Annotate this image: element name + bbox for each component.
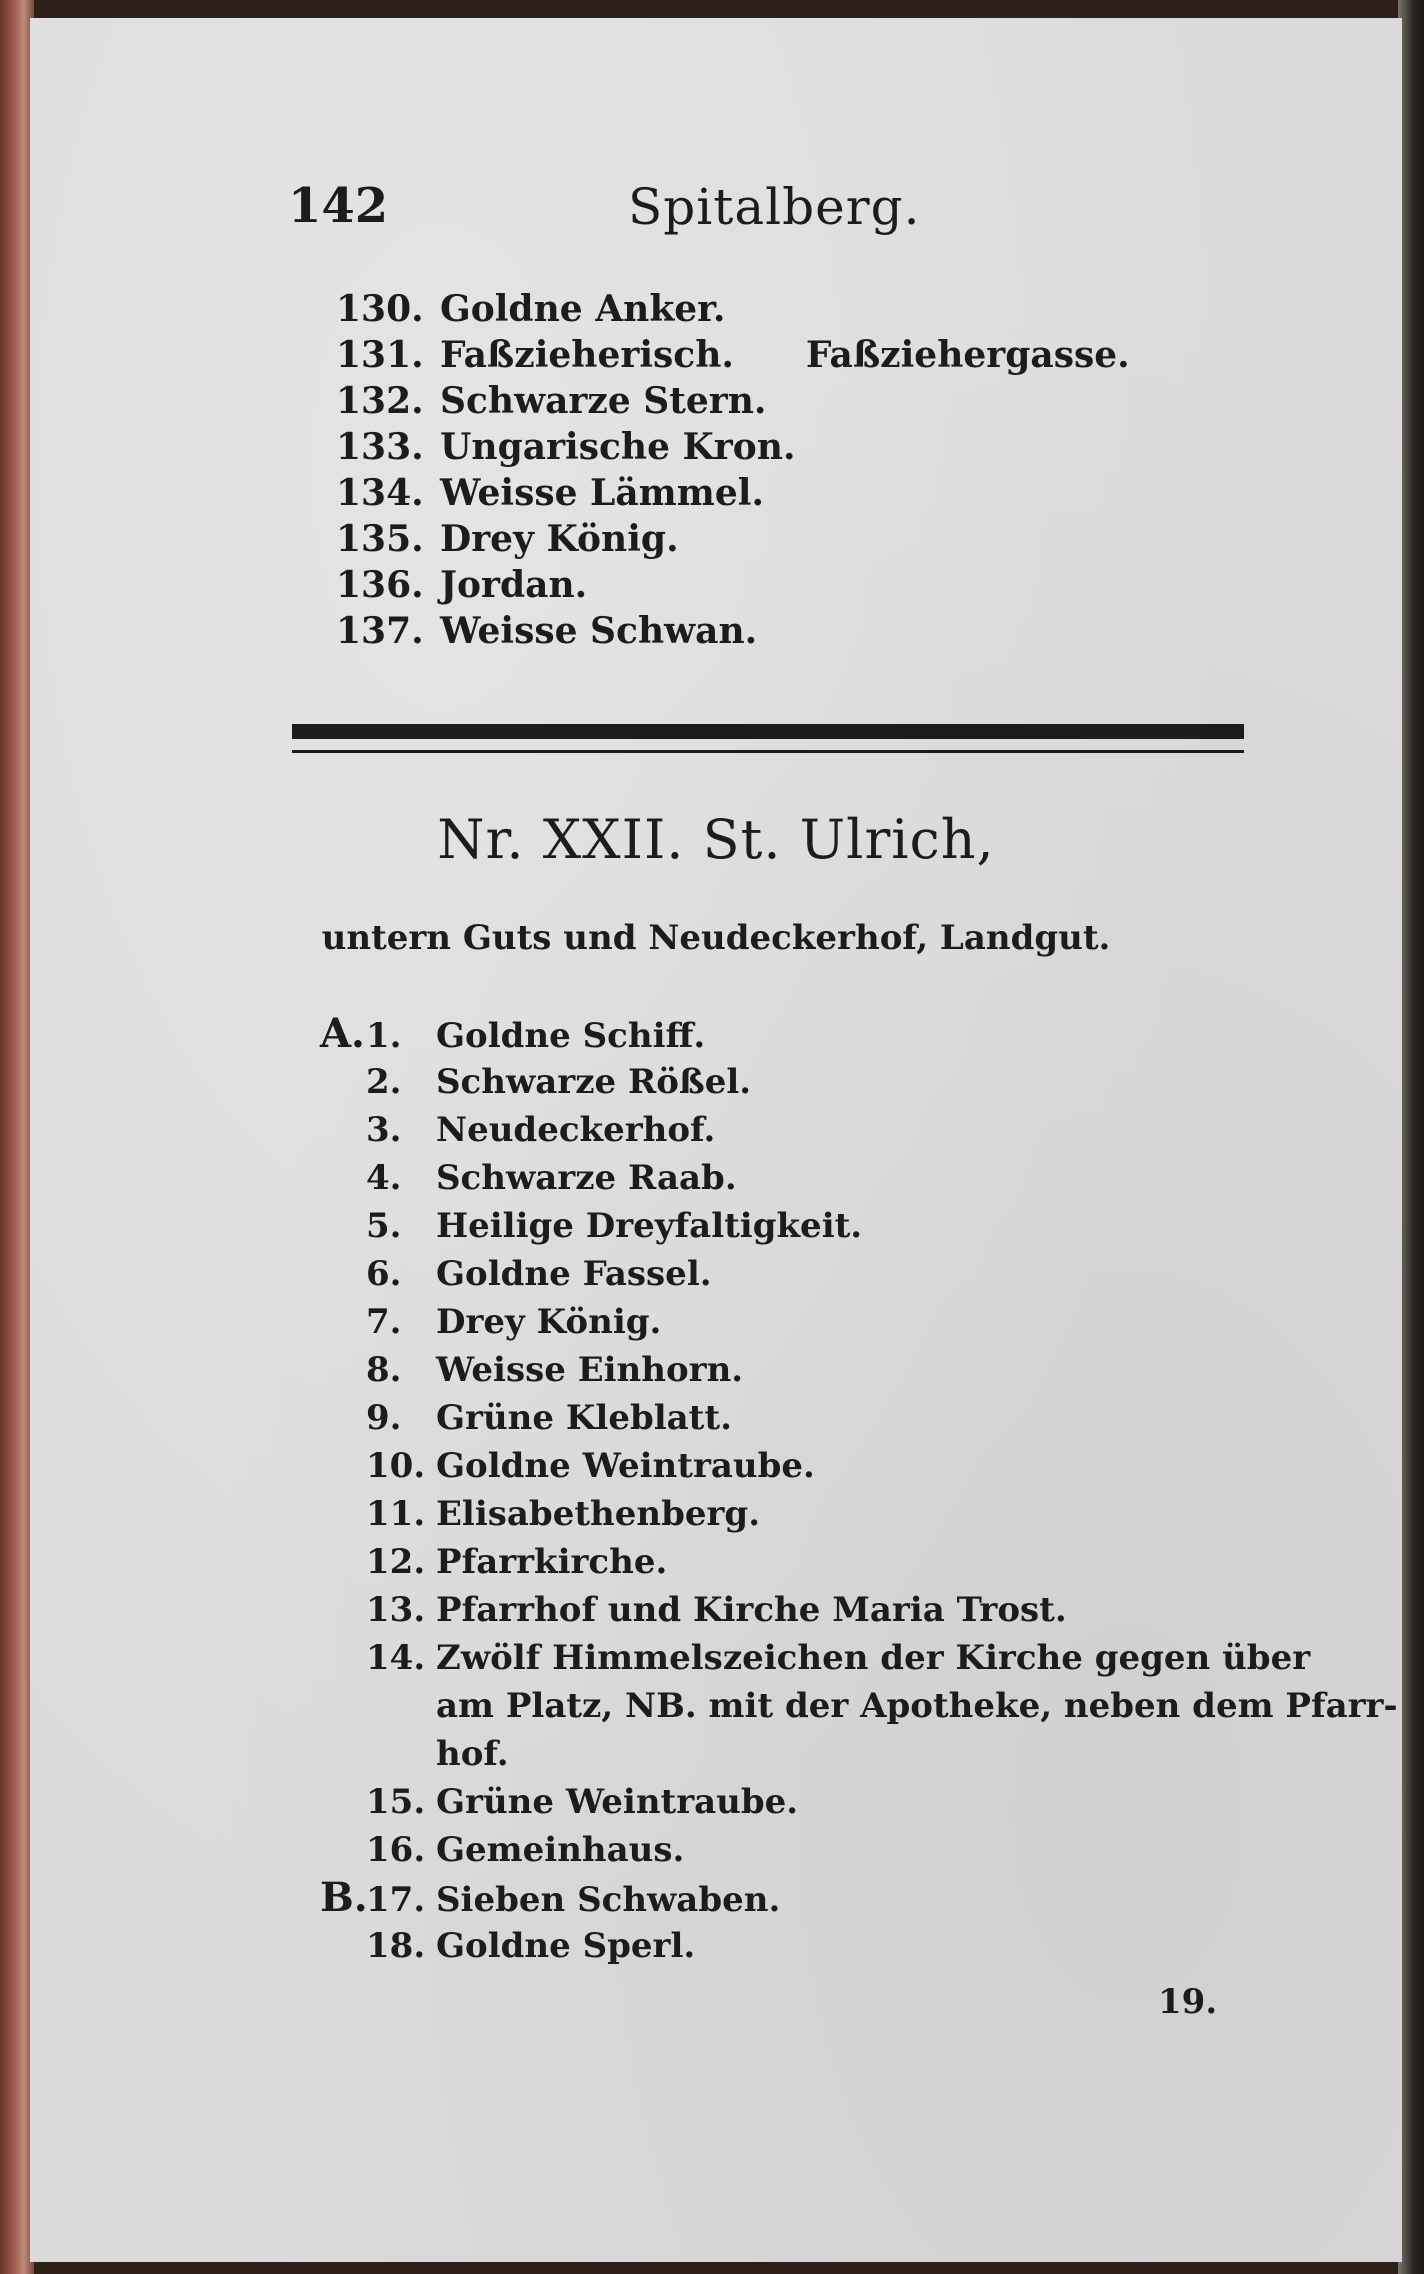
list-item <box>336 516 1130 562</box>
item-label: Goldne Weintraube. <box>436 1446 815 1486</box>
item-number: 7. <box>366 1302 402 1342</box>
list-item <box>320 1490 1398 1538</box>
item-number: 134. <box>336 472 424 514</box>
list-item <box>320 1922 1398 1970</box>
item-label: Schwarze Rößel. <box>436 1062 752 1102</box>
item-number: 5. <box>366 1206 402 1246</box>
book-page <box>30 18 1402 2262</box>
house-list-st-ulrich <box>320 1010 1398 1970</box>
list-item <box>320 1442 1398 1490</box>
item-label: Drey König. <box>440 518 679 560</box>
list-item <box>320 1106 1398 1154</box>
item-label: Weisse Lämmel. <box>440 472 764 514</box>
item-number: 130. <box>336 288 424 330</box>
list-item <box>320 1154 1398 1202</box>
list-item <box>336 470 1130 516</box>
item-label: Weisse Schwan. <box>440 610 758 652</box>
item-number: 14. <box>366 1638 426 1678</box>
item-number: 9. <box>366 1398 402 1438</box>
list-item <box>320 1202 1398 1250</box>
item-label: Drey König. <box>436 1302 662 1342</box>
item-number: 11. <box>366 1494 426 1534</box>
item-number: 133. <box>336 426 424 468</box>
page-header <box>30 178 1402 258</box>
list-item-continuation <box>320 1730 1398 1778</box>
list-item <box>320 1298 1398 1346</box>
item-number: 12. <box>366 1542 426 1582</box>
running-title: Spitalberg. <box>628 178 921 236</box>
section-title <box>30 808 1402 871</box>
list-item <box>336 332 1130 378</box>
item-number: 16. <box>366 1830 426 1870</box>
list-item <box>320 1346 1398 1394</box>
item-label: am Platz, NB. mit der Apotheke, neben dem Pfarr- <box>436 1686 1398 1726</box>
item-label: Schwarze Raab. <box>436 1158 737 1198</box>
list-item <box>320 1826 1398 1874</box>
item-label: hof. <box>436 1734 509 1774</box>
section-number: Nr. XXII. <box>437 808 685 871</box>
item-number: 13. <box>366 1590 426 1630</box>
list-item <box>320 1874 1398 1922</box>
item-label: Faßzieherisch. <box>440 334 734 376</box>
item-label: Goldne Fassel. <box>436 1254 712 1294</box>
list-item <box>320 1778 1398 1826</box>
list-item <box>336 378 1130 424</box>
item-label: Goldne Sperl. <box>436 1926 696 1966</box>
list-item-continuation <box>320 1682 1398 1730</box>
item-label: Grüne Weintraube. <box>436 1782 799 1822</box>
item-label: Weisse Einhorn. <box>436 1350 744 1390</box>
item-number: 18. <box>366 1926 426 1966</box>
item-label: Heilige Dreyfaltigkeit. <box>436 1206 863 1246</box>
item-number: 131. <box>336 334 424 376</box>
item-label: Ungarische Kron. <box>440 426 796 468</box>
item-number: 17. <box>366 1880 426 1920</box>
house-list-spitalberg <box>336 286 1130 654</box>
group-letter: B. <box>320 1874 368 1921</box>
section-divider-thick <box>292 724 1244 739</box>
list-item <box>320 1058 1398 1106</box>
item-number: 10. <box>366 1446 426 1486</box>
item-label: Gemeinhaus. <box>436 1830 685 1870</box>
list-item <box>336 608 1130 654</box>
item-label: Goldne Schiff. <box>436 1016 706 1056</box>
item-number: 1. <box>366 1016 402 1056</box>
item-label: Pfarrhof und Kirche Maria Trost. <box>436 1590 1067 1630</box>
list-item <box>320 1394 1398 1442</box>
item-number: 135. <box>336 518 424 560</box>
item-number: 8. <box>366 1350 402 1390</box>
list-item <box>320 1250 1398 1298</box>
group-letter: A. <box>320 1010 365 1057</box>
item-label: Sieben Schwaben. <box>436 1880 781 1920</box>
list-item <box>336 562 1130 608</box>
item-label: Jordan. <box>440 564 588 606</box>
item-number: 4. <box>366 1158 402 1198</box>
street-name: Faßziehergasse. <box>805 334 1130 376</box>
item-number: 15. <box>366 1782 426 1822</box>
item-number: 3. <box>366 1110 402 1150</box>
page-number: 142 <box>288 178 389 234</box>
list-item <box>320 1538 1398 1586</box>
item-label: Zwölf Himmelszeichen der Kirche gegen über <box>436 1638 1311 1678</box>
item-label: Elisabethenberg. <box>436 1494 761 1534</box>
item-number: 132. <box>336 380 424 422</box>
list-item <box>320 1586 1398 1634</box>
list-item <box>320 1634 1398 1682</box>
item-label: Neudeckerhof. <box>436 1110 716 1150</box>
item-number: 6. <box>366 1254 402 1294</box>
item-label: Pfarrkirche. <box>436 1542 668 1582</box>
item-number: 2. <box>366 1062 402 1102</box>
item-label: Grüne Kleblatt. <box>436 1398 732 1438</box>
item-label: Schwarze Stern. <box>440 380 767 422</box>
list-item <box>320 1010 1398 1058</box>
section-name: St. Ulrich, <box>702 808 995 871</box>
list-item <box>336 286 1130 332</box>
page-edge-left <box>0 0 34 2274</box>
catchword: 19. <box>1158 1982 1218 2022</box>
item-number: 137. <box>336 610 424 652</box>
section-divider-thin <box>292 750 1244 753</box>
item-number: 136. <box>336 564 424 606</box>
section-subtitle: untern Guts und Neudeckerhof, Landgut. <box>321 918 1111 958</box>
item-label: Goldne Anker. <box>440 288 726 330</box>
list-item <box>336 424 1130 470</box>
